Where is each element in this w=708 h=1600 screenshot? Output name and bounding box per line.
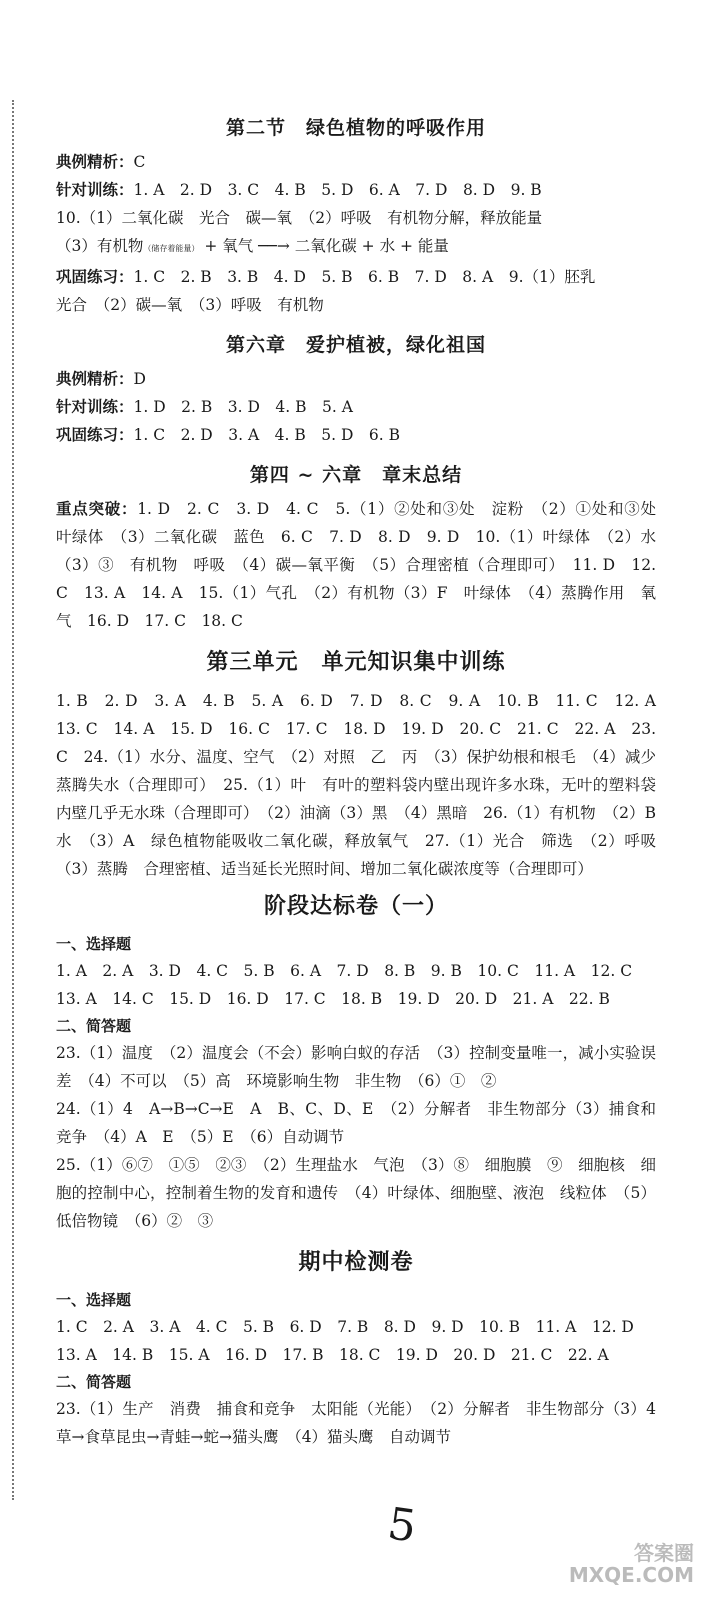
answer-label: 针对训练： [56, 181, 134, 199]
answer-text: 1. C 2. B 3. B 4. D 5. B 6. B 7. D 8. A 9.（1）胚乳 [133, 268, 596, 286]
section-title: 第三单元 单元知识集中训练 [206, 650, 506, 675]
answer-text: C [133, 153, 146, 171]
subsection-heading: 二、简答题 [56, 1373, 132, 1391]
equation-right: + 氧气 ──→ 二氧化碳 + 水 + 能量 [204, 237, 449, 255]
answer-label: 典例精析： [56, 153, 134, 171]
answer-paragraph: 23.（1）生产 消费 捕食和竞争 太阳能（光能） （2）分解者 非生物部分（3）4 草→食草昆虫→青蛙→蛇→猫头鹰 （4）猫头鹰 自动调节 [56, 1400, 672, 1446]
binding-dotted-line [12, 100, 14, 1500]
answer-paragraph [56, 495, 672, 635]
answer-label: 重点突破： [56, 500, 138, 518]
watermark [569, 1542, 694, 1586]
answer-paragraph: 25.（1）⑥⑦ ①⑤ ②③ （2）生理盐水 气泡 （3）⑧ 细胞膜 ⑨ 细胞核 细胞的控制中心，控制着生物的发育和遗传 （4）叶绿体、细胞壁、液泡 线粒体 （5）低倍物镜 （6）② ③ [56, 1156, 656, 1230]
answer-line [56, 365, 656, 393]
equation-line [56, 232, 656, 263]
section-title: 第四 ~ 六章 章末总结 [249, 464, 463, 486]
answer-label: 巩固练习： [56, 268, 134, 286]
section-title: 期中检测卷 [298, 1250, 414, 1275]
answer-line [56, 393, 656, 421]
answer-paragraph: 1. B 2. D 3. A 4. B 5. A 6. D 7. D 8. C 9. A 10. B 11. C 12. A 13. C 14. A 15. D 16. C 17. C 18. D 19. D 20. C 21. C 22. A 23. C 24.（1）水分、温度、空气 （2）对照 乙 丙 （3）保护幼根和根毛 （4）减少蒸腾失水（合理即可） 25.（1）叶 有叶的塑料袋内壁出现许多水珠，无叶的塑料袋内壁几乎无水珠（合理即可） （2）油滴（3）黑 （4）黑暗 26.（1）有机物 （2）B 水 （3）A 绿色植物能吸收二氧化碳，释放氧气 27.（1）光合 筛选 （2）呼吸 （3）蒸腾 合理密植、适当延长光照时间、增加二氧化碳浓度等（合理即可） [56, 692, 672, 878]
answer-text: 1. D 2. B 3. D 4. B 5. A [133, 398, 353, 416]
equation-note: （储存着能量） [143, 244, 200, 253]
answer-text: 1. D 2. C 3. D 4. C 5.（1）②处和③处 淀粉 （2）①处和③处 叶绿体 （3）二氧化碳 蓝色 6. C 7. D 8. D 9. D 10.（1）叶绿体 （2）水 （3）③ 有机物 呼吸 （4）碳—氧平衡 （5）合理密植（合理即可） 11. D 12. C 13. A 14. A 15.（1）气孔 （2）有机物（3）F 叶绿体 （4）蒸腾作用 氧气 16. D 17. C 18. C [56, 500, 672, 630]
watermark-text: 答案圈 [634, 1541, 694, 1565]
section-title: 第二节 绿色植物的呼吸作用 [225, 117, 486, 139]
answer-label: 针对训练： [56, 398, 134, 416]
subsection-heading: 二、简答题 [56, 1017, 132, 1035]
subsection-heading: 一、选择题 [56, 1291, 132, 1309]
answer-line [56, 148, 656, 176]
subsection-heading: 一、选择题 [56, 935, 132, 953]
watermark-url: MXQE.COM [568, 1563, 694, 1587]
equation-left: （3）有机物 [56, 237, 144, 255]
answer-label: 巩固练习： [56, 426, 134, 444]
answer-line: 13. A 14. C 15. D 16. D 17. C 18. B 19. D 20. D 21. A 22. B [56, 990, 610, 1008]
page-number: 5 [384, 1498, 420, 1553]
answer-line: 13. A 14. B 15. A 16. D 17. B 18. C 19. D 20. D 21. C 22. A [56, 1346, 609, 1364]
section-title: 阶段达标卷（一） [263, 894, 448, 919]
answer-line: 光合 （2）碳—氧 （3）呼吸 有机物 [56, 296, 324, 314]
answer-line: 10.（1）二氧化碳 光合 碳—氧 （2）呼吸 有机物分解，释放能量 [56, 209, 543, 227]
answer-text: 1. C 2. D 3. A 4. B 5. D 6. B [133, 426, 400, 444]
answer-paragraph: 23.（1）温度 （2）温度会（不会）影响白蚁的存活 （3）控制变量唯一，减小实验误差 （4）不可以 （5）高 环境影响生物 非生物 （6）① ② [56, 1044, 656, 1090]
answer-line [56, 421, 656, 449]
answer-paragraph: 24.（1）4 A→B→C→E A B、C、D、E （2）分解者 非生物部分（3）捕食和竞争 （4）A E （5）E （6）自动调节 [56, 1100, 656, 1146]
answer-text: D [133, 370, 146, 388]
answer-text: 1. A 2. D 3. C 4. B 5. D 6. A 7. D 8. D 9. B [133, 181, 542, 199]
answer-content [56, 108, 672, 1451]
answer-line [56, 263, 656, 291]
answer-line [56, 176, 656, 204]
answer-line: 1. C 2. A 3. A 4. C 5. B 6. D 7. B 8. D 9. D 10. B 11. A 12. D [56, 1318, 634, 1336]
answer-line: 1. A 2. A 3. D 4. C 5. B 6. A 7. D 8. B 9. B 10. C 11. A 12. C [56, 962, 633, 980]
section-title: 第六章 爱护植被，绿化祖国 [225, 334, 486, 356]
answer-label: 典例精析： [56, 370, 134, 388]
